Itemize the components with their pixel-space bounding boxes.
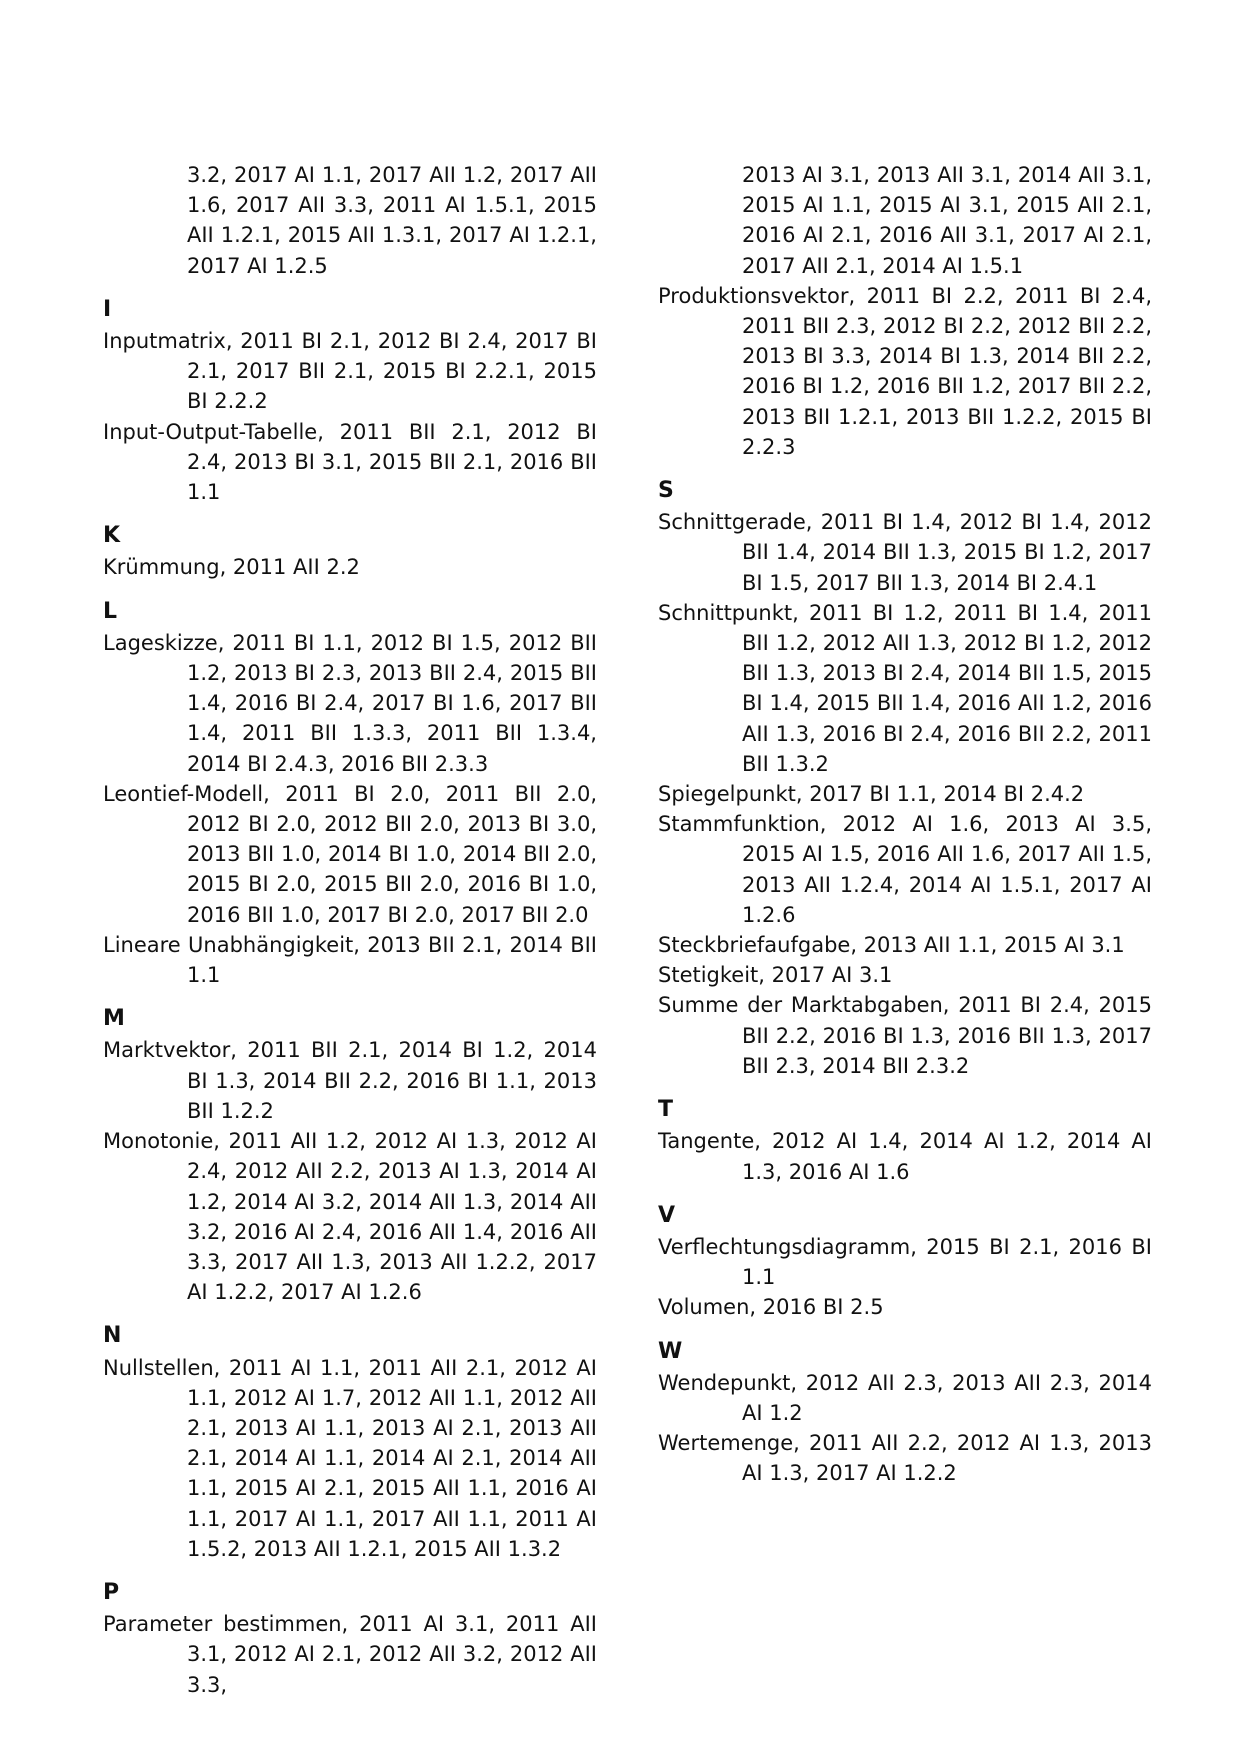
index-section-l [103, 597, 597, 991]
index-entry: Krümmung, 2011 AII 2.2 [103, 555, 360, 580]
index-entry: Schnittpunkt, 2011 BI 1.2, 2011 BI 1.4, 2011 BII 1.2, 2012 AII 1.3, 2012 BI 1.2, 2012 BII 1.3, 2013 BI 2.4, 2014 BII 1.5, 2015 BI 1.4, 2015 BII 1.4, 2016 AII 1.2, 2016 AII 1.3, 2016 BI 2.4, 2016 BII 2.2, 2011 BII 1.3.2 [658, 600, 1152, 776]
index-entry: Input-Output-Tabelle, 2011 BII 2.1, 2012 BI 2.4, 2013 BI 3.1, 2015 BII 2.1, 2016 BII 1.1 [103, 419, 597, 505]
index-section-p [103, 1578, 597, 1700]
index-section-k [103, 521, 597, 582]
index-section-t [658, 1095, 1152, 1187]
section-letter: L [103, 598, 118, 624]
index-entry: Spiegelpunkt, 2017 BI 1.1, 2014 BI 2.4.2 [658, 782, 1085, 807]
section-letter: M [103, 1006, 125, 1032]
index-entry: Steckbriefaufgabe, 2013 AII 1.1, 2015 AI 3.1 [658, 933, 1125, 958]
section-letter: S [658, 478, 674, 504]
index-entry: Inputmatrix, 2011 BI 2.1, 2012 BI 2.4, 2017 BI 2.1, 2017 BII 2.1, 2015 BI 2.2.1, 2015 BI 2.2.2 [103, 329, 597, 414]
index-entry: Wertemenge, 2011 AII 2.2, 2012 AI 1.3, 2013 AI 1.3, 2017 AI 1.2.2 [658, 1431, 1152, 1486]
index-column-left [103, 160, 597, 1700]
section-letter: V [658, 1202, 676, 1228]
index-entry: Schnittgerade, 2011 BI 1.4, 2012 BI 1.4, 2012 BII 1.4, 2014 BII 1.3, 2015 BI 1.2, 2017 BI 1.5, 2017 BII 1.3, 2014 BI 2.4.1 [658, 510, 1152, 595]
index-entry: 3.2, 2017 AI 1.1, 2017 AII 1.2, 2017 AII 1.6, 2017 AII 3.3, 2011 AI 1.5.1, 2015 AII 1.2.1, 2015 AII 1.3.1, 2017 AI 1.2.1, 2017 AI 1.2.5 [187, 163, 597, 278]
index-entry: Marktvektor, 2011 BII 2.1, 2014 BI 1.2, 2014 BI 1.3, 2014 BII 2.2, 2016 BI 1.1, 2013 BII 1.2.2 [103, 1038, 597, 1123]
index-column-right [658, 160, 1152, 1489]
section-letter: N [103, 1323, 122, 1349]
index-section-m [103, 1004, 597, 1307]
section-letter: P [103, 1579, 120, 1605]
section-letter: W [658, 1338, 683, 1364]
index-section-i [103, 295, 597, 507]
section-letter: I [103, 296, 112, 322]
index-entry: Stetigkeit, 2017 AI 3.1 [658, 963, 893, 988]
index-section-continued [103, 160, 597, 281]
index-entry: Produktionsvektor, 2011 BI 2.2, 2011 BI 2.4, 2011 BII 2.3, 2012 BI 2.2, 2012 BII 2.2, 2013 BI 3.3, 2014 BI 1.3, 2014 BII 2.2, 2016 BI 1.2, 2016 BII 1.2, 2017 BII 2.2, 2013 BII 1.2.1, 2013 BII 1.2.2, 2015 BI 2.2.3 [658, 283, 1152, 459]
index-entry: Stammfunktion, 2012 AI 1.6, 2013 AI 3.5, 2015 AI 1.5, 2016 AII 1.6, 2017 AII 1.5, 2013 AII 1.2.4, 2014 AI 1.5.1, 2017 AI 1.2.6 [658, 812, 1152, 927]
index-section-n [103, 1321, 597, 1564]
index-entry: Lageskizze, 2011 BI 1.1, 2012 BI 1.5, 2012 BII 1.2, 2013 BI 2.3, 2013 BII 2.4, 2015 BII 1.4, 2016 BI 2.4, 2017 BI 1.6, 2017 BII 1.4, 2011 BII 1.3.3, 2011 BII 1.3.4, 2014 BI 2.4.3, 2016 BII 2.3.3 [103, 630, 597, 776]
section-letter: K [103, 523, 121, 549]
index-entry: Lineare Unabhängigkeit, 2013 BII 2.1, 2014 BII 1.1 [103, 932, 597, 988]
index-entry: Leontief-Modell, 2011 BI 2.0, 2011 BII 2.0, 2012 BI 2.0, 2012 BII 2.0, 2013 BI 3.0, 2013 BII 1.0, 2014 BI 1.0, 2014 BII 2.0, 2015 BI 2.0, 2015 BII 2.0, 2016 BI 1.0, 2016 BII 1.0, 2017 BI 2.0, 2017 BII 2.0 [103, 781, 597, 927]
index-entry: Verflechtungsdiagramm, 2015 BI 2.1, 2016 BI 1.1 [658, 1234, 1152, 1290]
index-entry: Parameter bestimmen, 2011 AI 3.1, 2011 AII 3.1, 2012 AI 2.1, 2012 AII 3.2, 2012 AII 3.3, [103, 1612, 597, 1697]
index-section-v [658, 1201, 1152, 1323]
section-letter: T [658, 1097, 674, 1123]
index-entry: Monotonie, 2011 AII 1.2, 2012 AI 1.3, 2012 AI 2.4, 2012 AII 2.2, 2013 AI 1.3, 2014 AI 1.2, 2014 AI 3.2, 2014 AII 1.3, 2014 AII 3.2, 2016 AI 2.4, 2016 AII 1.4, 2016 AII 3.3, 2017 AII 1.3, 2013 AII 1.2.2, 2017 AI 1.2.2, 2017 AI 1.2.6 [103, 1129, 597, 1305]
index-entry: Tangente, 2012 AI 1.4, 2014 AI 1.2, 2014 AI 1.3, 2016 AI 1.6 [658, 1129, 1152, 1184]
index-entry: 2013 AI 3.1, 2013 AII 3.1, 2014 AII 3.1, 2015 AI 1.1, 2015 AI 3.1, 2015 AII 2.1, 2016 AI 2.1, 2016 AII 3.1, 2017 AI 2.1, 2017 AII 2.1, 2014 AI 1.5.1 [742, 163, 1152, 278]
index-entry: Nullstellen, 2011 AI 1.1, 2011 AII 2.1, 2012 AI 1.1, 2012 AI 1.7, 2012 AII 1.1, 2012 AII 2.1, 2013 AI 1.1, 2013 AI 2.1, 2013 AII 2.1, 2014 AI 1.1, 2014 AI 2.1, 2014 AII 1.1, 2015 AI 2.1, 2015 AII 1.1, 2016 AI 1.1, 2017 AI 1.1, 2017 AII 1.1, 2011 AI 1.5.2, 2013 AII 1.2.1, 2015 AII 1.3.2 [103, 1355, 597, 1561]
index-entry: Summe der Marktabgaben, 2011 BI 2.4, 2015 BII 2.2, 2016 BI 1.3, 2016 BII 1.3, 2017 BII 2.3, 2014 BII 2.3.2 [658, 993, 1152, 1078]
index-entry: Volumen, 2016 BI 2.5 [658, 1295, 884, 1320]
index-section-continued [658, 160, 1152, 462]
index-section-s [658, 476, 1152, 1081]
index-entry: Wendepunkt, 2012 AII 2.3, 2013 AII 2.3, 2014 AI 1.2 [658, 1370, 1152, 1425]
index-section-w [658, 1337, 1152, 1489]
